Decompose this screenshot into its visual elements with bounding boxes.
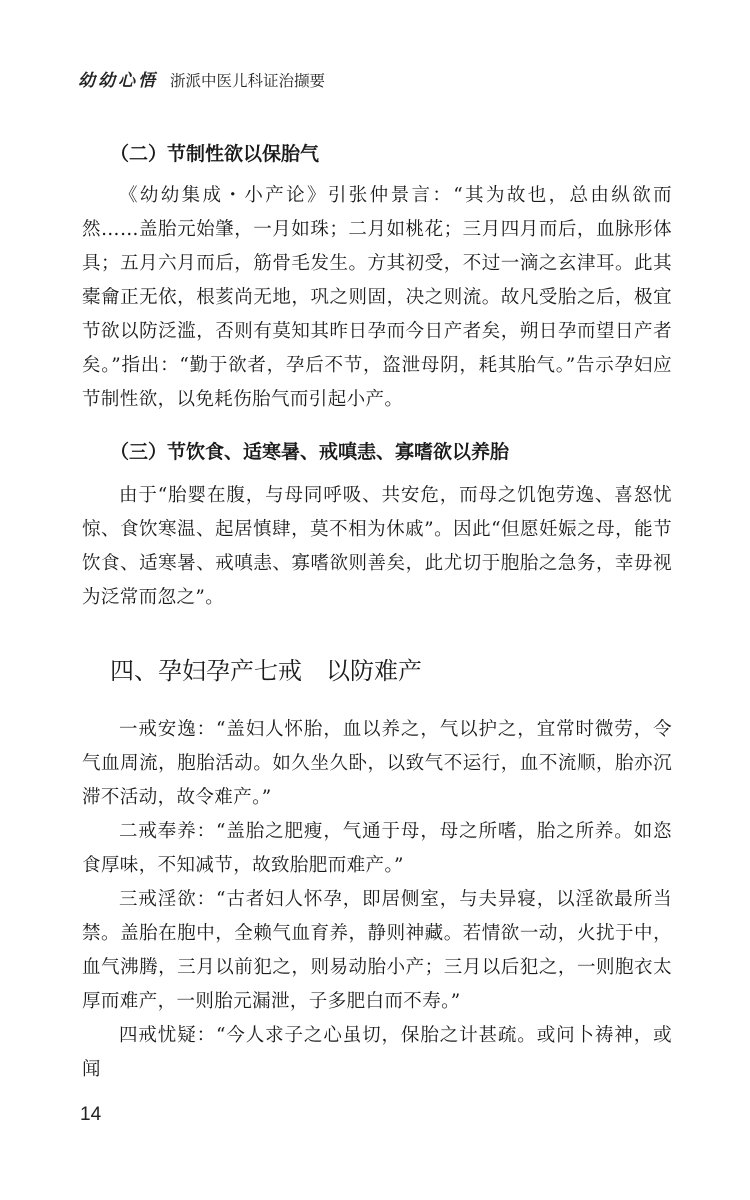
chapter-heading-4: 四、孕妇孕产七戒 以防难产 xyxy=(110,657,422,685)
paragraph: 由于“胎婴在腹，与母同呼吸、共安危，而母之饥饱劳逸、喜怒忧惊、食饮寒温、起居慎肆，莫不相为休戚”。因此“但愿妊娠之母，能节饮食、适寒暑、戒嗔恚、寡嗜欲则善矣，此尤切于胞胎之急务，幸毋视为泛常而忽之”。 xyxy=(82,485,672,608)
running-header xyxy=(78,66,678,91)
page-body xyxy=(82,139,672,1087)
paragraph: 二戒奉养：“盖胎之肥瘦，气通于母，母之所嗜，胎之所养。如恣食厚味，不知减节，故致胎肥而难产。” xyxy=(82,821,672,876)
series-title: 幼幼心悟 xyxy=(78,71,158,91)
paragraph: 三戒淫欲：“古者妇人怀孕，即居侧室，与夫异寝，以淫欲最所当禁。盖胎在胞中，全赖气血育养，静则神藏。若情欲一动，火扰于中，血气沸腾，三月以前犯之，则易动胎小产；三月以后犯之，一则胞衣太厚而难产，一则胎元漏泄，子多肥白而不寿。” xyxy=(82,889,672,1012)
paragraph: 四戒忧疑：“今人求子之心虽切，保胎之计甚疏。或问卜祷神，或闻 xyxy=(82,1025,672,1080)
page-number: 14 xyxy=(80,1104,102,1125)
book-title: 浙派中医儿科证治撷要 xyxy=(170,72,326,90)
section-heading-2: （二）节制性欲以保胎气 xyxy=(110,143,320,165)
section-heading-3: （三）节饮食、适寒暑、戒嗔恚、寡嗜欲以养胎 xyxy=(110,441,510,463)
paragraph: 《幼幼集成・小产论》引张仲景言：“其为故也，总由纵欲而然……盖胎元始肇，一月如珠；二月如桃花；三月四月而后，血脉形体具；五月六月而后，筋骨毛发生。方其初受，不过一滴之玄津耳。此其橐龠正无依，根荄尚无地，巩之则固，决之则流。故凡受胎之后，极宜节欲以防泛滥，否则有莫知其昨日孕而今日产者矣，朔日孕而望日产者矣。”指出：“勤于欲者，孕后不节，盗泄母阴，耗其胎气。”告示孕妇应节制性欲，以免耗伤胎气而引起小产。 xyxy=(82,185,672,410)
paragraph: 一戒安逸：“盖妇人怀胎，血以养之，气以护之，宜常时微劳，令气血周流，胞胎活动。如久坐久卧，以致气不运行，血不流顺，胎亦沉滞不活动，故令难产。” xyxy=(82,719,672,808)
